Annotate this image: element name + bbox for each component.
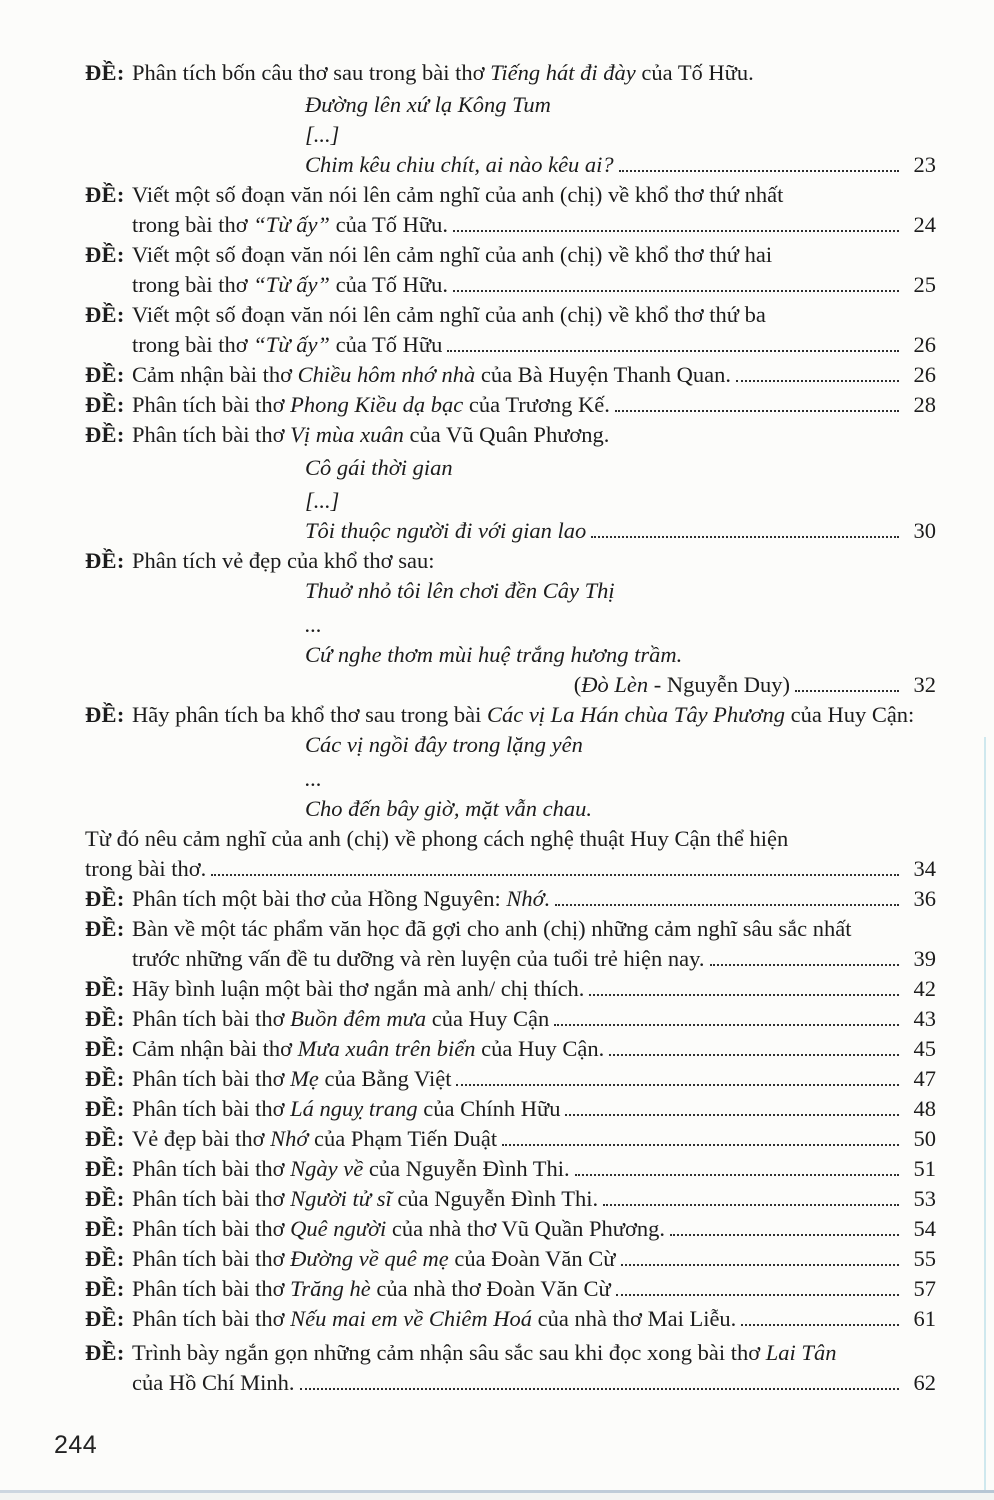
work-title-italic: Cho đến bây giờ, mặt vẫn chau.	[305, 796, 592, 821]
toc-line	[85, 1304, 936, 1334]
toc-line-text	[85, 854, 206, 884]
toc-line-text	[132, 1034, 604, 1064]
dot-leader	[451, 1064, 902, 1094]
toc-line-text	[132, 884, 550, 914]
entry-prefix: ĐỀ:	[85, 422, 125, 447]
dot-leader	[790, 670, 902, 700]
toc-line	[85, 1338, 936, 1368]
page-ref: 25	[913, 272, 936, 297]
toc-line-text	[132, 1244, 616, 1274]
toc-text-segment: của Huy Cận.	[475, 1036, 605, 1061]
work-title-italic: Mưa xuân trên biển	[297, 1036, 476, 1061]
page-ref: 26	[913, 332, 936, 357]
toc-line-text	[85, 730, 583, 760]
toc-text-segment: của nhà thơ Vũ Quần Phương.	[386, 1216, 665, 1241]
toc-text-segment: của Tố Hữu	[329, 332, 443, 357]
toc-line	[85, 58, 936, 88]
toc-line	[85, 944, 936, 974]
toc-text-segment: Vẻ đẹp bài thơ	[132, 1126, 271, 1151]
toc-line	[85, 974, 936, 1004]
entry-prefix: ĐỀ:	[85, 242, 125, 267]
toc-line-text	[132, 974, 584, 1004]
toc-line-text	[85, 944, 705, 974]
toc-line-text	[85, 90, 551, 120]
toc-text-segment: của Hồ Chí Minh.	[132, 1370, 295, 1395]
page-ref: 48	[913, 1096, 936, 1121]
toc-line	[85, 453, 936, 483]
toc-line-text	[85, 486, 339, 516]
work-title-italic: Nhớ	[270, 1126, 309, 1151]
toc-line	[85, 1004, 936, 1034]
toc-text-segment: Phân tích bài thơ	[132, 1096, 291, 1121]
dot-leader	[448, 210, 902, 240]
work-title-italic: Nhớ.	[506, 886, 551, 911]
entry-prefix: ĐỀ:	[85, 1276, 125, 1301]
toc-line-text	[85, 270, 448, 300]
entry-prefix: ĐỀ:	[85, 1246, 125, 1271]
toc-text-segment: trước những vấn đề tu dưỡng và rèn luyện của tuổi trẻ hiện nay.	[132, 946, 705, 971]
toc-line-text	[85, 330, 442, 360]
page-ref: 45	[913, 1036, 936, 1061]
work-title-italic: Chim kêu chiu chít, ai nào kêu ai?	[305, 152, 614, 177]
toc-line-text	[132, 1274, 611, 1304]
toc-text-segment: của Bà Huyện Thanh Quan.	[475, 362, 732, 387]
work-title-italic: Đường về quê mẹ	[290, 1246, 449, 1271]
toc-line	[85, 180, 936, 210]
entry-prefix: ĐỀ:	[85, 1340, 125, 1365]
toc-line	[85, 486, 936, 516]
work-title-italic: ...	[305, 612, 322, 637]
toc-text-segment: của Nguyễn Đình Thi.	[363, 1156, 570, 1181]
toc-text-segment: Phân tích bài thơ	[132, 1216, 291, 1241]
folio-page-number: 244	[54, 1431, 98, 1459]
page-ref: 39	[913, 946, 936, 971]
entry-prefix: ĐỀ:	[85, 182, 125, 207]
toc-line-text	[85, 576, 615, 606]
work-title-italic: Cứ nghe thơm mùi huệ trắng hương trầm.	[305, 642, 683, 667]
page-ref: 23	[913, 152, 936, 177]
toc-text-segment: - Nguyễn Duy)	[648, 672, 790, 697]
toc-text-segment: Phân tích bài thơ	[132, 1186, 291, 1211]
toc-line-text	[85, 453, 453, 483]
work-title-italic: Tiếng hát đi đày	[490, 60, 636, 85]
page-ref: 62	[913, 1370, 936, 1395]
page-ref: 34	[913, 856, 936, 881]
page-ref: 36	[913, 886, 936, 911]
toc-text-segment: Phân tích bài thơ	[132, 1006, 291, 1031]
work-title-italic: Buồn đêm mưa	[290, 1006, 427, 1031]
work-title-italic: Mẹ	[290, 1066, 319, 1091]
toc-text-segment: Phân tích bài thơ	[132, 392, 291, 417]
toc-text-segment: của Nguyễn Đình Thi.	[391, 1186, 599, 1211]
toc-text-segment: trong bài thơ	[132, 212, 254, 237]
toc-line-text	[132, 1184, 598, 1214]
toc-line	[85, 640, 936, 670]
toc-line-text	[132, 914, 852, 944]
entry-prefix: ĐỀ:	[85, 1186, 125, 1211]
toc-line-text	[85, 150, 614, 180]
toc-text-segment: Cảm nhận bài thơ	[132, 1036, 298, 1061]
toc-text-segment: trong bài thơ.	[85, 856, 207, 881]
toc-line	[85, 546, 936, 576]
entry-prefix: ĐỀ:	[85, 302, 125, 327]
dot-leader	[584, 974, 902, 1004]
toc-text-segment: của Huy Cận:	[784, 702, 915, 727]
toc-line-text	[132, 1304, 736, 1334]
toc-line	[85, 1274, 936, 1304]
page-ref: 26	[913, 362, 936, 387]
work-title-italic: Lá nguỵ trang	[290, 1096, 418, 1121]
page-ref: 54	[913, 1216, 936, 1241]
toc-text-segment: Phân tích bốn câu thơ sau trong bài thơ	[132, 60, 491, 85]
dot-leader	[497, 1124, 902, 1154]
toc-line	[85, 516, 936, 546]
toc-line-text	[132, 420, 609, 450]
toc-line-text	[85, 610, 322, 640]
toc-line	[85, 1124, 936, 1154]
dot-leader	[731, 360, 902, 390]
toc-line-text	[132, 300, 766, 330]
toc-line-text	[132, 240, 772, 270]
work-title-italic: Người tử sĩ	[290, 1186, 392, 1211]
toc-line	[85, 1368, 936, 1398]
entry-prefix: ĐỀ:	[85, 1096, 125, 1121]
toc-line	[85, 824, 936, 854]
entry-prefix: ĐỀ:	[85, 548, 125, 573]
work-title-italic: Lai Tân	[765, 1340, 837, 1365]
toc-line	[85, 1064, 936, 1094]
toc-line	[85, 1184, 936, 1214]
toc-text-segment: của Trương Kế.	[463, 392, 610, 417]
toc-list	[85, 58, 936, 1398]
entry-prefix: ĐỀ:	[85, 362, 125, 387]
toc-text-segment: Bàn về một tác phẩm văn học đã gợi cho anh (chị) những cảm nghĩ sâu sắc nhất	[132, 916, 852, 941]
page-ref: 28	[913, 392, 936, 417]
entry-prefix: ĐỀ:	[85, 886, 125, 911]
dot-leader	[611, 1274, 902, 1304]
toc-line	[85, 1154, 936, 1184]
page-ref: 47	[913, 1066, 936, 1091]
toc-line-text	[85, 794, 592, 824]
toc-line	[85, 360, 936, 390]
toc-text-segment: Hãy phân tích ba khổ thơ sau trong bài	[132, 702, 487, 727]
toc-line-text	[85, 210, 448, 240]
toc-line-text	[132, 1094, 560, 1124]
toc-text-segment: Phân tích bài thơ	[132, 422, 291, 447]
work-title-italic: [...]	[305, 488, 340, 513]
toc-line	[85, 884, 936, 914]
toc-line-text	[132, 360, 731, 390]
entry-prefix: ĐỀ:	[85, 702, 125, 727]
toc-line-text	[132, 58, 754, 88]
toc-line	[85, 794, 936, 824]
toc-text-segment: Viết một số đoạn văn nói lên cảm nghĩ của anh (chị) về khổ thơ thứ ba	[132, 302, 766, 327]
toc-line-text	[574, 670, 790, 700]
page-ref: 61	[913, 1306, 936, 1331]
toc-line-text	[132, 1154, 570, 1184]
toc-text-segment: của Phạm Tiến Duật	[308, 1126, 498, 1151]
toc-line-text	[132, 1124, 497, 1154]
toc-line	[85, 420, 936, 450]
toc-line	[85, 576, 936, 606]
toc-text-segment: của Đoàn Văn Cừ	[448, 1246, 616, 1271]
toc-line-text	[132, 1004, 549, 1034]
toc-line	[85, 1094, 936, 1124]
toc-line	[85, 240, 936, 270]
toc-text-segment: Cảm nhận bài thơ	[132, 362, 298, 387]
entry-prefix: ĐỀ:	[85, 916, 125, 941]
work-title-italic: [...]	[305, 122, 340, 147]
dot-leader	[665, 1214, 902, 1244]
toc-text-segment: Phân tích một bài thơ của Hồng Nguyên:	[132, 886, 507, 911]
page-ref: 30	[913, 518, 936, 543]
dot-leader	[610, 390, 902, 420]
toc-line	[85, 390, 936, 420]
work-title-italic: Phong Kiều dạ bạc	[290, 392, 464, 417]
toc-text-segment: trong bài thơ	[132, 272, 254, 297]
toc-line	[85, 1214, 936, 1244]
toc-text-segment: của Vũ Quân Phương.	[403, 422, 610, 447]
dot-leader	[448, 270, 902, 300]
page-ref: 53	[913, 1186, 936, 1211]
dot-leader	[560, 1094, 902, 1124]
toc-text-segment: Phân tích vẻ đẹp của khổ thơ sau:	[132, 548, 435, 573]
work-title-italic: Đò Lèn	[581, 672, 649, 697]
page-ref: 55	[913, 1246, 936, 1271]
toc-line	[85, 300, 936, 330]
toc-line	[85, 670, 936, 700]
toc-text-segment: trong bài thơ	[132, 332, 254, 357]
dot-leader	[604, 1034, 902, 1064]
work-title-italic: Vị mùa xuân	[290, 422, 404, 447]
entry-prefix: ĐỀ:	[85, 1006, 125, 1031]
scan-area-below-rule	[0, 1493, 994, 1500]
dot-leader	[295, 1368, 903, 1398]
toc-line	[85, 210, 936, 240]
toc-line	[85, 610, 936, 640]
toc-text-segment: Phân tích bài thơ	[132, 1276, 291, 1301]
page-ref: 24	[913, 212, 936, 237]
toc-line	[85, 1034, 936, 1064]
entry-prefix: ĐỀ:	[85, 1156, 125, 1181]
work-title-italic: Trăng hè	[290, 1276, 371, 1301]
page-ref: 57	[913, 1276, 936, 1301]
dot-leader	[570, 1154, 902, 1184]
toc-line-text	[132, 1338, 836, 1368]
toc-text-segment: Viết một số đoạn văn nói lên cảm nghĩ của anh (chị) về khổ thơ thứ hai	[132, 242, 773, 267]
page-ref: 42	[913, 976, 936, 1001]
toc-line	[85, 150, 936, 180]
dot-leader	[736, 1304, 902, 1334]
work-title-italic: Chiều hôm nhớ nhà	[297, 362, 476, 387]
work-title-italic: “Từ ấy”	[253, 212, 330, 237]
toc-text-segment: Viết một số đoạn văn nói lên cảm nghĩ của anh (chị) về khổ thơ thứ nhất	[132, 182, 784, 207]
toc-text-segment: của Bằng Việt	[318, 1066, 452, 1091]
toc-line	[85, 854, 936, 884]
toc-line-text	[132, 546, 434, 576]
toc-line-text	[85, 120, 339, 150]
entry-prefix: ĐỀ:	[85, 1036, 125, 1061]
page-ref: 51	[913, 1156, 936, 1181]
toc-line-text	[132, 180, 783, 210]
toc-line	[85, 764, 936, 794]
work-title-italic: Các vị La Hán chùa Tây Phương	[486, 702, 785, 727]
toc-line	[85, 330, 936, 360]
toc-line-text	[85, 640, 682, 670]
toc-text-segment: Phân tích bài thơ	[132, 1246, 291, 1271]
toc-text-segment: của Huy Cận	[426, 1006, 550, 1031]
toc-text-segment: (	[573, 672, 582, 697]
page-ref: 50	[913, 1126, 936, 1151]
entry-prefix: ĐỀ:	[85, 392, 125, 417]
toc-text-segment: Trình bày ngắn gọn những cảm nhận sâu sắc sau khi đọc xong bài thơ	[132, 1340, 766, 1365]
toc-text-segment: của nhà thơ Đoàn Văn Cừ	[370, 1276, 611, 1301]
toc-text-segment: Phân tích bài thơ	[132, 1306, 291, 1331]
page-ref: 32	[913, 672, 936, 697]
dot-leader	[705, 944, 902, 974]
work-title-italic: Ngày về	[290, 1156, 364, 1181]
toc-line-text	[85, 516, 586, 546]
dot-leader	[550, 884, 902, 914]
toc-line-text	[85, 1368, 295, 1398]
work-title-italic: Thuở nhỏ tôi lên chơi đền Cây Thị	[305, 578, 615, 603]
toc-line	[85, 90, 936, 120]
work-title-italic: “Từ ấy”	[253, 272, 330, 297]
work-title-italic: “Từ ấy”	[253, 332, 330, 357]
entry-prefix: ĐỀ:	[85, 1126, 125, 1151]
work-title-italic: Nếu mai em về Chiêm Hoá	[290, 1306, 532, 1331]
scan-edge-vertical-line	[984, 737, 986, 1500]
toc-line	[85, 120, 936, 150]
toc-text-segment: của Chính Hữu	[417, 1096, 561, 1121]
work-title-italic: Các vị ngồi đây trong lặng yên	[305, 732, 583, 757]
entry-prefix: ĐỀ:	[85, 60, 125, 85]
toc-text-segment: Phân tích bài thơ	[132, 1156, 291, 1181]
toc-line	[85, 270, 936, 300]
toc-line	[85, 730, 936, 760]
toc-line-text	[85, 824, 788, 854]
toc-text-segment: của Tố Hữu.	[329, 212, 448, 237]
entry-prefix: ĐỀ:	[85, 1306, 125, 1331]
work-title-italic: Quê người	[290, 1216, 387, 1241]
work-title-italic: Cô gái thời gian	[305, 455, 453, 480]
dot-leader	[616, 1244, 903, 1274]
entry-prefix: ĐỀ:	[85, 976, 125, 1001]
toc-text-segment: Từ đó nêu cảm nghĩ của anh (chị) về phong cách nghệ thuật Huy Cận thể hiện	[85, 826, 789, 851]
dot-leader	[442, 330, 902, 360]
dot-leader	[549, 1004, 902, 1034]
toc-text-segment: Hãy bình luận một bài thơ ngắn mà anh/ chị thích.	[132, 976, 585, 1001]
work-title-italic: Tôi thuộc người đi với gian lao	[305, 518, 587, 543]
toc-line-text	[132, 1064, 451, 1094]
toc-line	[85, 1244, 936, 1274]
toc-line-text	[132, 700, 914, 730]
toc-line-text	[132, 1214, 665, 1244]
work-title-italic: Đường lên xứ lạ Kông Tum	[305, 92, 551, 117]
toc-text-segment: của Tố Hữu.	[329, 272, 448, 297]
toc-text-segment: của Tố Hữu.	[635, 60, 754, 85]
entry-prefix: ĐỀ:	[85, 1066, 125, 1091]
dot-leader	[586, 516, 902, 546]
toc-line-text	[132, 390, 610, 420]
dot-leader	[614, 150, 902, 180]
toc-line	[85, 700, 936, 730]
dot-leader	[206, 854, 902, 884]
work-title-italic: ...	[305, 766, 322, 791]
entry-prefix: ĐỀ:	[85, 1216, 125, 1241]
toc-line	[85, 914, 936, 944]
toc-line-text	[85, 764, 322, 794]
toc-text-segment: của nhà thơ Mai Liễu.	[531, 1306, 737, 1331]
page-ref: 43	[913, 1006, 936, 1031]
toc-text-segment: Phân tích bài thơ	[132, 1066, 291, 1091]
dot-leader	[598, 1184, 902, 1214]
